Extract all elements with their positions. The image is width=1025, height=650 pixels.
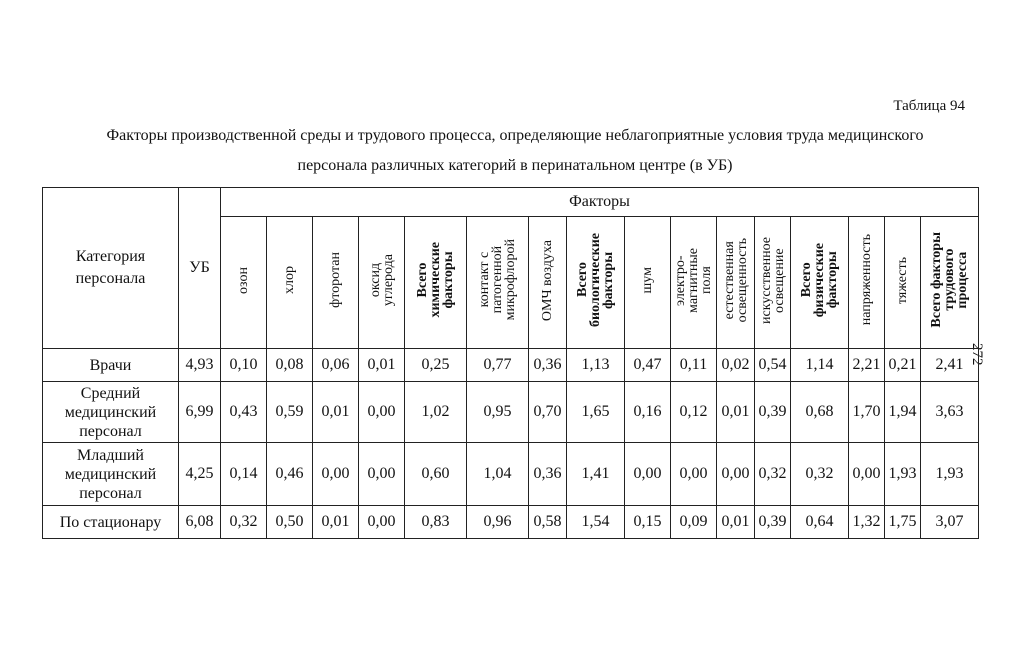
row-value-cell: 0,36 <box>529 349 567 382</box>
factors-table <box>42 187 979 539</box>
header-ub: УБ <box>179 188 221 349</box>
table-body <box>43 349 979 539</box>
row-category: По стационару <box>43 506 179 539</box>
row-value-cell: 0,01 <box>717 506 755 539</box>
row-value-cell: 0,00 <box>671 443 717 506</box>
table-row <box>43 443 979 506</box>
row-value-cell: 0,21 <box>885 349 921 382</box>
row-value-cell: 0,95 <box>467 382 529 443</box>
column-header <box>671 217 717 349</box>
column-header <box>221 217 267 349</box>
row-value-cell: 0,39 <box>755 382 791 443</box>
column-header <box>921 217 979 349</box>
column-header-label: Всего факторы трудового процесса <box>929 232 970 328</box>
column-header-label: Всего физические факторы <box>799 242 840 318</box>
row-value-cell: 1,14 <box>791 349 849 382</box>
row-value-cell: 0,00 <box>359 382 405 443</box>
row-value-cell: 0,77 <box>467 349 529 382</box>
column-header-label: Всего химические факторы <box>415 242 456 318</box>
row-value-cell: 0,32 <box>755 443 791 506</box>
row-value-cell: 0,10 <box>221 349 267 382</box>
row-category: Младший медицинский персонал <box>43 443 179 506</box>
column-header-label: оксид углерода <box>367 254 396 307</box>
row-value-cell: 0,46 <box>267 443 313 506</box>
row-value-cell: 0,43 <box>221 382 267 443</box>
column-header-label: Всего биологические факторы <box>575 233 616 328</box>
page-number: 272 <box>969 343 985 366</box>
table-title-line-2: персонала различных категорий в перинатальном центре (в УБ) <box>297 157 733 174</box>
row-value-cell: 2,21 <box>849 349 885 382</box>
column-header-label: контакт с патогенной микрофлорой <box>477 239 518 321</box>
column-header-label: хлор <box>282 266 297 295</box>
row-value-cell: 0,16 <box>625 382 671 443</box>
row-value-cell: 1,70 <box>849 382 885 443</box>
row-value-cell: 1,04 <box>467 443 529 506</box>
row-category: Врачи <box>43 349 179 382</box>
row-value-cell: 0,15 <box>625 506 671 539</box>
row-value-cell: 0,83 <box>405 506 467 539</box>
column-header-label: напряженность <box>859 234 874 326</box>
row-value-cell: 1,75 <box>885 506 921 539</box>
row-value-cell: 1,54 <box>567 506 625 539</box>
column-header-label: электро- магнитные поля <box>673 247 714 313</box>
row-value-cell: 0,47 <box>625 349 671 382</box>
column-header-label: озон <box>236 266 251 294</box>
row-value-cell: 0,02 <box>717 349 755 382</box>
column-header <box>359 217 405 349</box>
row-value-cell: 0,50 <box>267 506 313 539</box>
column-header-label: искусственное освещение <box>758 236 787 324</box>
row-value-cell: 0,70 <box>529 382 567 443</box>
column-header-label: фторотан <box>328 252 343 308</box>
row-value-cell: 0,68 <box>791 382 849 443</box>
header-factors-group: Факторы <box>221 188 979 217</box>
column-header <box>625 217 671 349</box>
row-value-cell: 0,01 <box>717 382 755 443</box>
column-header <box>467 217 529 349</box>
row-value-cell: 0,01 <box>313 382 359 443</box>
row-value-cell: 0,08 <box>267 349 313 382</box>
row-value-cell: 0,32 <box>221 506 267 539</box>
row-value-cell: 1,41 <box>567 443 625 506</box>
row-value-cell: 1,93 <box>921 443 979 506</box>
row-value-cell: 0,00 <box>359 443 405 506</box>
row-value-cell: 0,39 <box>755 506 791 539</box>
row-value-cell: 0,59 <box>267 382 313 443</box>
row-ub-value: 6,08 <box>179 506 221 539</box>
table-title-line-1: Факторы производственной среды и трудового процесса, определяющие неблагоприятные условия труда медицинского <box>106 127 924 144</box>
row-value-cell: 0,25 <box>405 349 467 382</box>
column-header <box>755 217 791 349</box>
column-header <box>717 217 755 349</box>
row-value-cell: 0,00 <box>717 443 755 506</box>
row-value-cell: 0,01 <box>313 506 359 539</box>
row-value-cell: 0,32 <box>791 443 849 506</box>
column-header-label: естественная освещенность <box>721 237 750 323</box>
row-value-cell: 0,06 <box>313 349 359 382</box>
row-category: Средний медицинский персонал <box>43 382 179 443</box>
row-value-cell: 0,00 <box>849 443 885 506</box>
row-value-cell: 0,00 <box>625 443 671 506</box>
row-value-cell: 0,00 <box>313 443 359 506</box>
row-value-cell: 1,93 <box>885 443 921 506</box>
row-value-cell: 0,11 <box>671 349 717 382</box>
row-value-cell: 0,00 <box>359 506 405 539</box>
table-row <box>43 382 979 443</box>
row-ub-value: 6,99 <box>179 382 221 443</box>
row-value-cell: 0,96 <box>467 506 529 539</box>
row-value-cell: 0,58 <box>529 506 567 539</box>
row-value-cell: 0,12 <box>671 382 717 443</box>
row-value-cell: 0,14 <box>221 443 267 506</box>
row-value-cell: 1,02 <box>405 382 467 443</box>
header-category: Категория персонала <box>43 188 179 349</box>
row-value-cell: 3,07 <box>921 506 979 539</box>
row-value-cell: 1,65 <box>567 382 625 443</box>
row-value-cell: 0,60 <box>405 443 467 506</box>
column-header <box>313 217 359 349</box>
row-value-cell: 0,36 <box>529 443 567 506</box>
row-value-cell: 1,94 <box>885 382 921 443</box>
table-number-label: Таблица 94 <box>893 98 965 114</box>
row-value-cell: 0,64 <box>791 506 849 539</box>
table-row <box>43 506 979 539</box>
column-header <box>529 217 567 349</box>
row-value-cell: 0,09 <box>671 506 717 539</box>
column-header <box>885 217 921 349</box>
row-ub-value: 4,93 <box>179 349 221 382</box>
column-header <box>849 217 885 349</box>
row-value-cell: 2,41 <box>921 349 979 382</box>
row-value-cell: 1,32 <box>849 506 885 539</box>
column-header <box>567 217 625 349</box>
row-ub-value: 4,25 <box>179 443 221 506</box>
column-header <box>405 217 467 349</box>
row-value-cell: 1,13 <box>567 349 625 382</box>
column-header <box>267 217 313 349</box>
column-header-label: ОМЧ воздуха <box>540 239 555 321</box>
row-value-cell: 0,01 <box>359 349 405 382</box>
row-value-cell: 0,54 <box>755 349 791 382</box>
row-value-cell: 3,63 <box>921 382 979 443</box>
column-header-label: тяжесть <box>895 256 910 304</box>
column-header <box>791 217 849 349</box>
table-row <box>43 349 979 382</box>
column-header-label: шум <box>640 266 655 294</box>
